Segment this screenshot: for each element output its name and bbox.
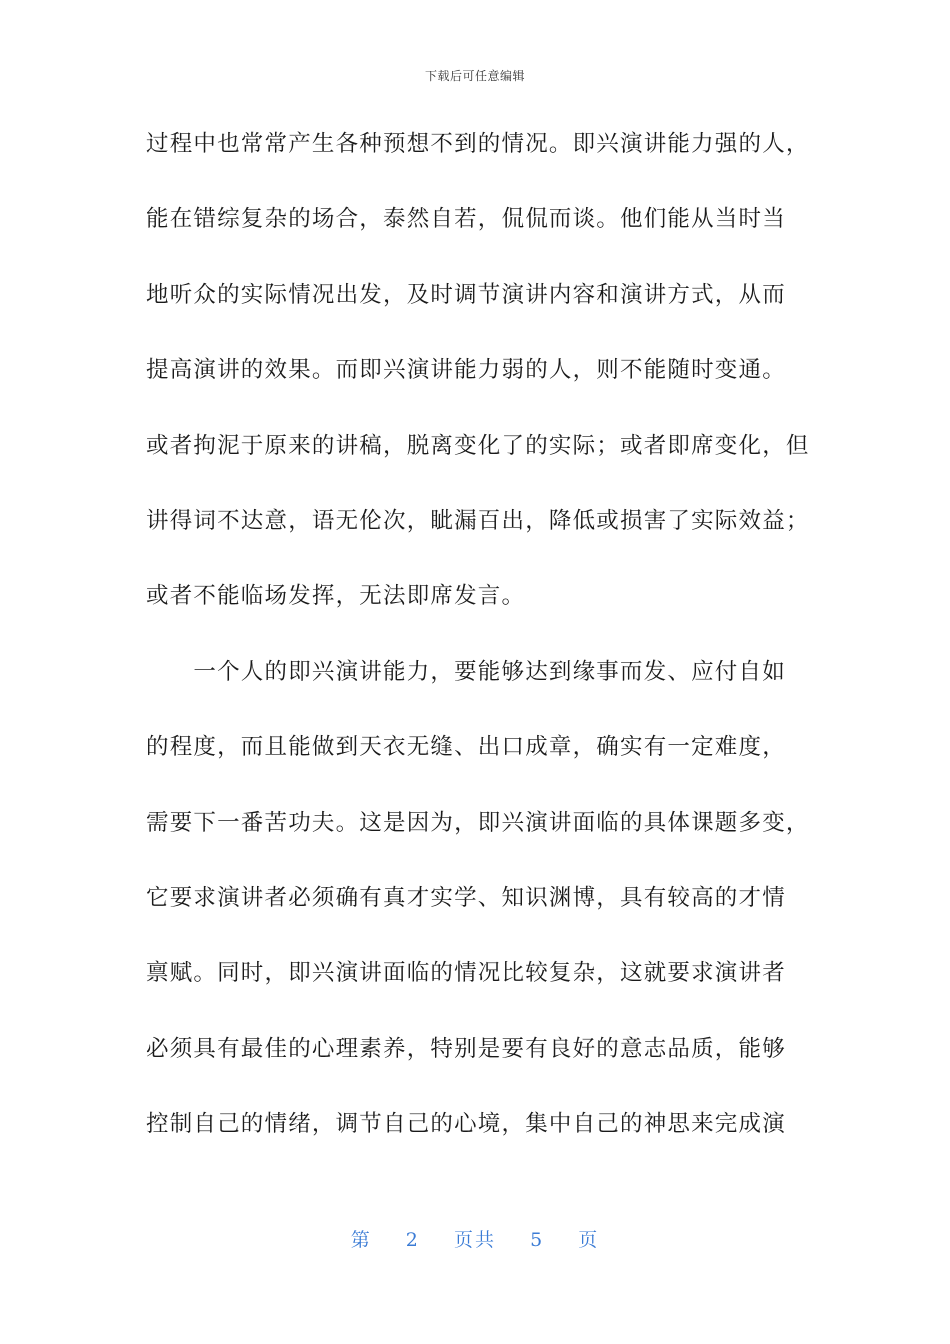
text-line: 禀赋。同时，即兴演讲面临的情况比较复杂，这就要求演讲者: [146, 960, 786, 987]
text-line: 过程中也常常产生各种预想不到的情况。即兴演讲能力强的人，: [146, 131, 810, 157]
text-line: 能在错综复杂的场合，泰然自若，侃侃而谈。他们能从当时当: [146, 206, 786, 233]
total-pages-number: 5: [530, 1229, 545, 1251]
text-line: 它要求演讲者必须确有真才实学、知识渊博，具有较高的才情: [146, 884, 786, 911]
text-line: 讲得词不达意，语无伦次，眦漏百出，降低或损害了实际效益；: [146, 507, 810, 534]
text-line: 地听众的实际情况出发，及时调节演讲内容和演讲方式，从而: [146, 281, 786, 308]
document-body: [146, 122, 816, 1177]
text-line: 的程度，而且能做到天衣无缝、出口成章，确实有一定难度，: [146, 734, 786, 761]
footer-middle: 页共: [453, 1229, 496, 1251]
text-line: 必须具有最佳的心理素养，特别是要有良好的意志品质，能够: [146, 1035, 786, 1062]
footer-suffix: 页: [578, 1229, 600, 1251]
footer-prefix: 第: [350, 1229, 372, 1251]
current-page-number: 2: [405, 1229, 420, 1251]
text-line: 一个人的即兴演讲能力，要能够达到缘事而发、应付自如: [146, 658, 786, 685]
text-line: 需要下一番苦功夫。这是因为，即兴演讲面临的具体课题多变，: [146, 809, 810, 836]
text-line: 控制自己的情绪，调节自己的心境，集中自己的神思来完成演: [146, 1111, 786, 1138]
page-header: 下载后可任意编辑: [424, 69, 525, 83]
text-line: 或者不能临场发挥，无法即席发言。: [146, 583, 526, 610]
text-line: 提高演讲的效果。而即兴演讲能力弱的人，则不能随时变通。: [146, 357, 786, 384]
text-line: 或者拘泥于原来的讲稿，脱离变化了的实际；或者即席变化，但: [146, 432, 810, 459]
page-footer: [0, 1225, 950, 1252]
